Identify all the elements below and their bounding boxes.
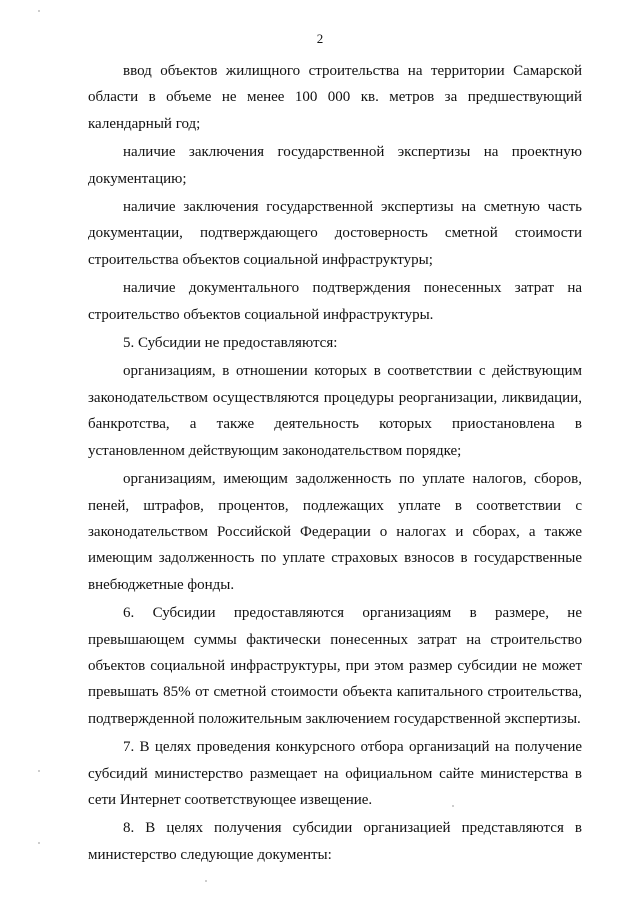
scan-speck [38,842,40,844]
paragraph-section-8: 8. В целях получения субсидии организацией представляются в министерство следующие документы: [88,820,582,863]
paragraph-housing-construction: ввод объектов жилищного строительства на территории Самарской области в объеме не менее 100 000 кв. метров за предшествующий календарный год; [88,63,582,132]
page-number: 2 [316,31,324,46]
paragraph-reorganization: организациям, в отношении которых в соответствии с действующим законодательством осуществляются процедуры реорганизации, ликвидации, банкротства, а также деятельность которых приостановлена в установленном действующим законодательством порядке; [88,363,582,459]
paragraph-cost-confirmation: наличие документального подтверждения понесенных затрат на строительство объектов социальной инфраструктуры. [88,280,582,323]
scan-speck [452,805,454,807]
paragraph-section-5-heading: 5. Субсидии не предоставляются: [123,335,338,352]
scan-speck [38,10,40,12]
paragraph-estimate-expertise: наличие заключения государственной экспертизы на сметную часть документации, подтверждающего достоверность сметной стоимости строительства объектов социальной инфраструктуры; [88,199,582,268]
paragraph-section-6: 6. Субсидии предоставляются организациям в размере, не превышающем суммы фактически понесенных затрат на строительство объектов социальной инфраструктуры, при этом размер субсидии не может превышать 85% от сметной стоимости объекта капитального строительства, подтвержденной положительным заключением государственной экспертизы. [88,605,582,727]
paragraph-tax-debt: организациям, имеющим задолженность по уплате налогов, сборов, пеней, штрафов, процентов, подлежащих уплате в соответствии с законодательством Российской Федерации о налогах и сборах, а также имеющим задолженность по уплате страховых взносов в государственные внебюджетные фонды. [88,471,582,593]
scan-speck [38,770,40,772]
scan-speck [205,880,207,882]
document-body [88,58,582,868]
paragraph-project-expertise: наличие заключения государственной экспертизы на проектную документацию; [88,144,582,187]
paragraph-section-7: 7. В целях проведения конкурсного отбора организаций на получение субсидий министерство размещает на официальном сайте министерства в сети Интернет соответствующее извещение. [88,739,582,808]
